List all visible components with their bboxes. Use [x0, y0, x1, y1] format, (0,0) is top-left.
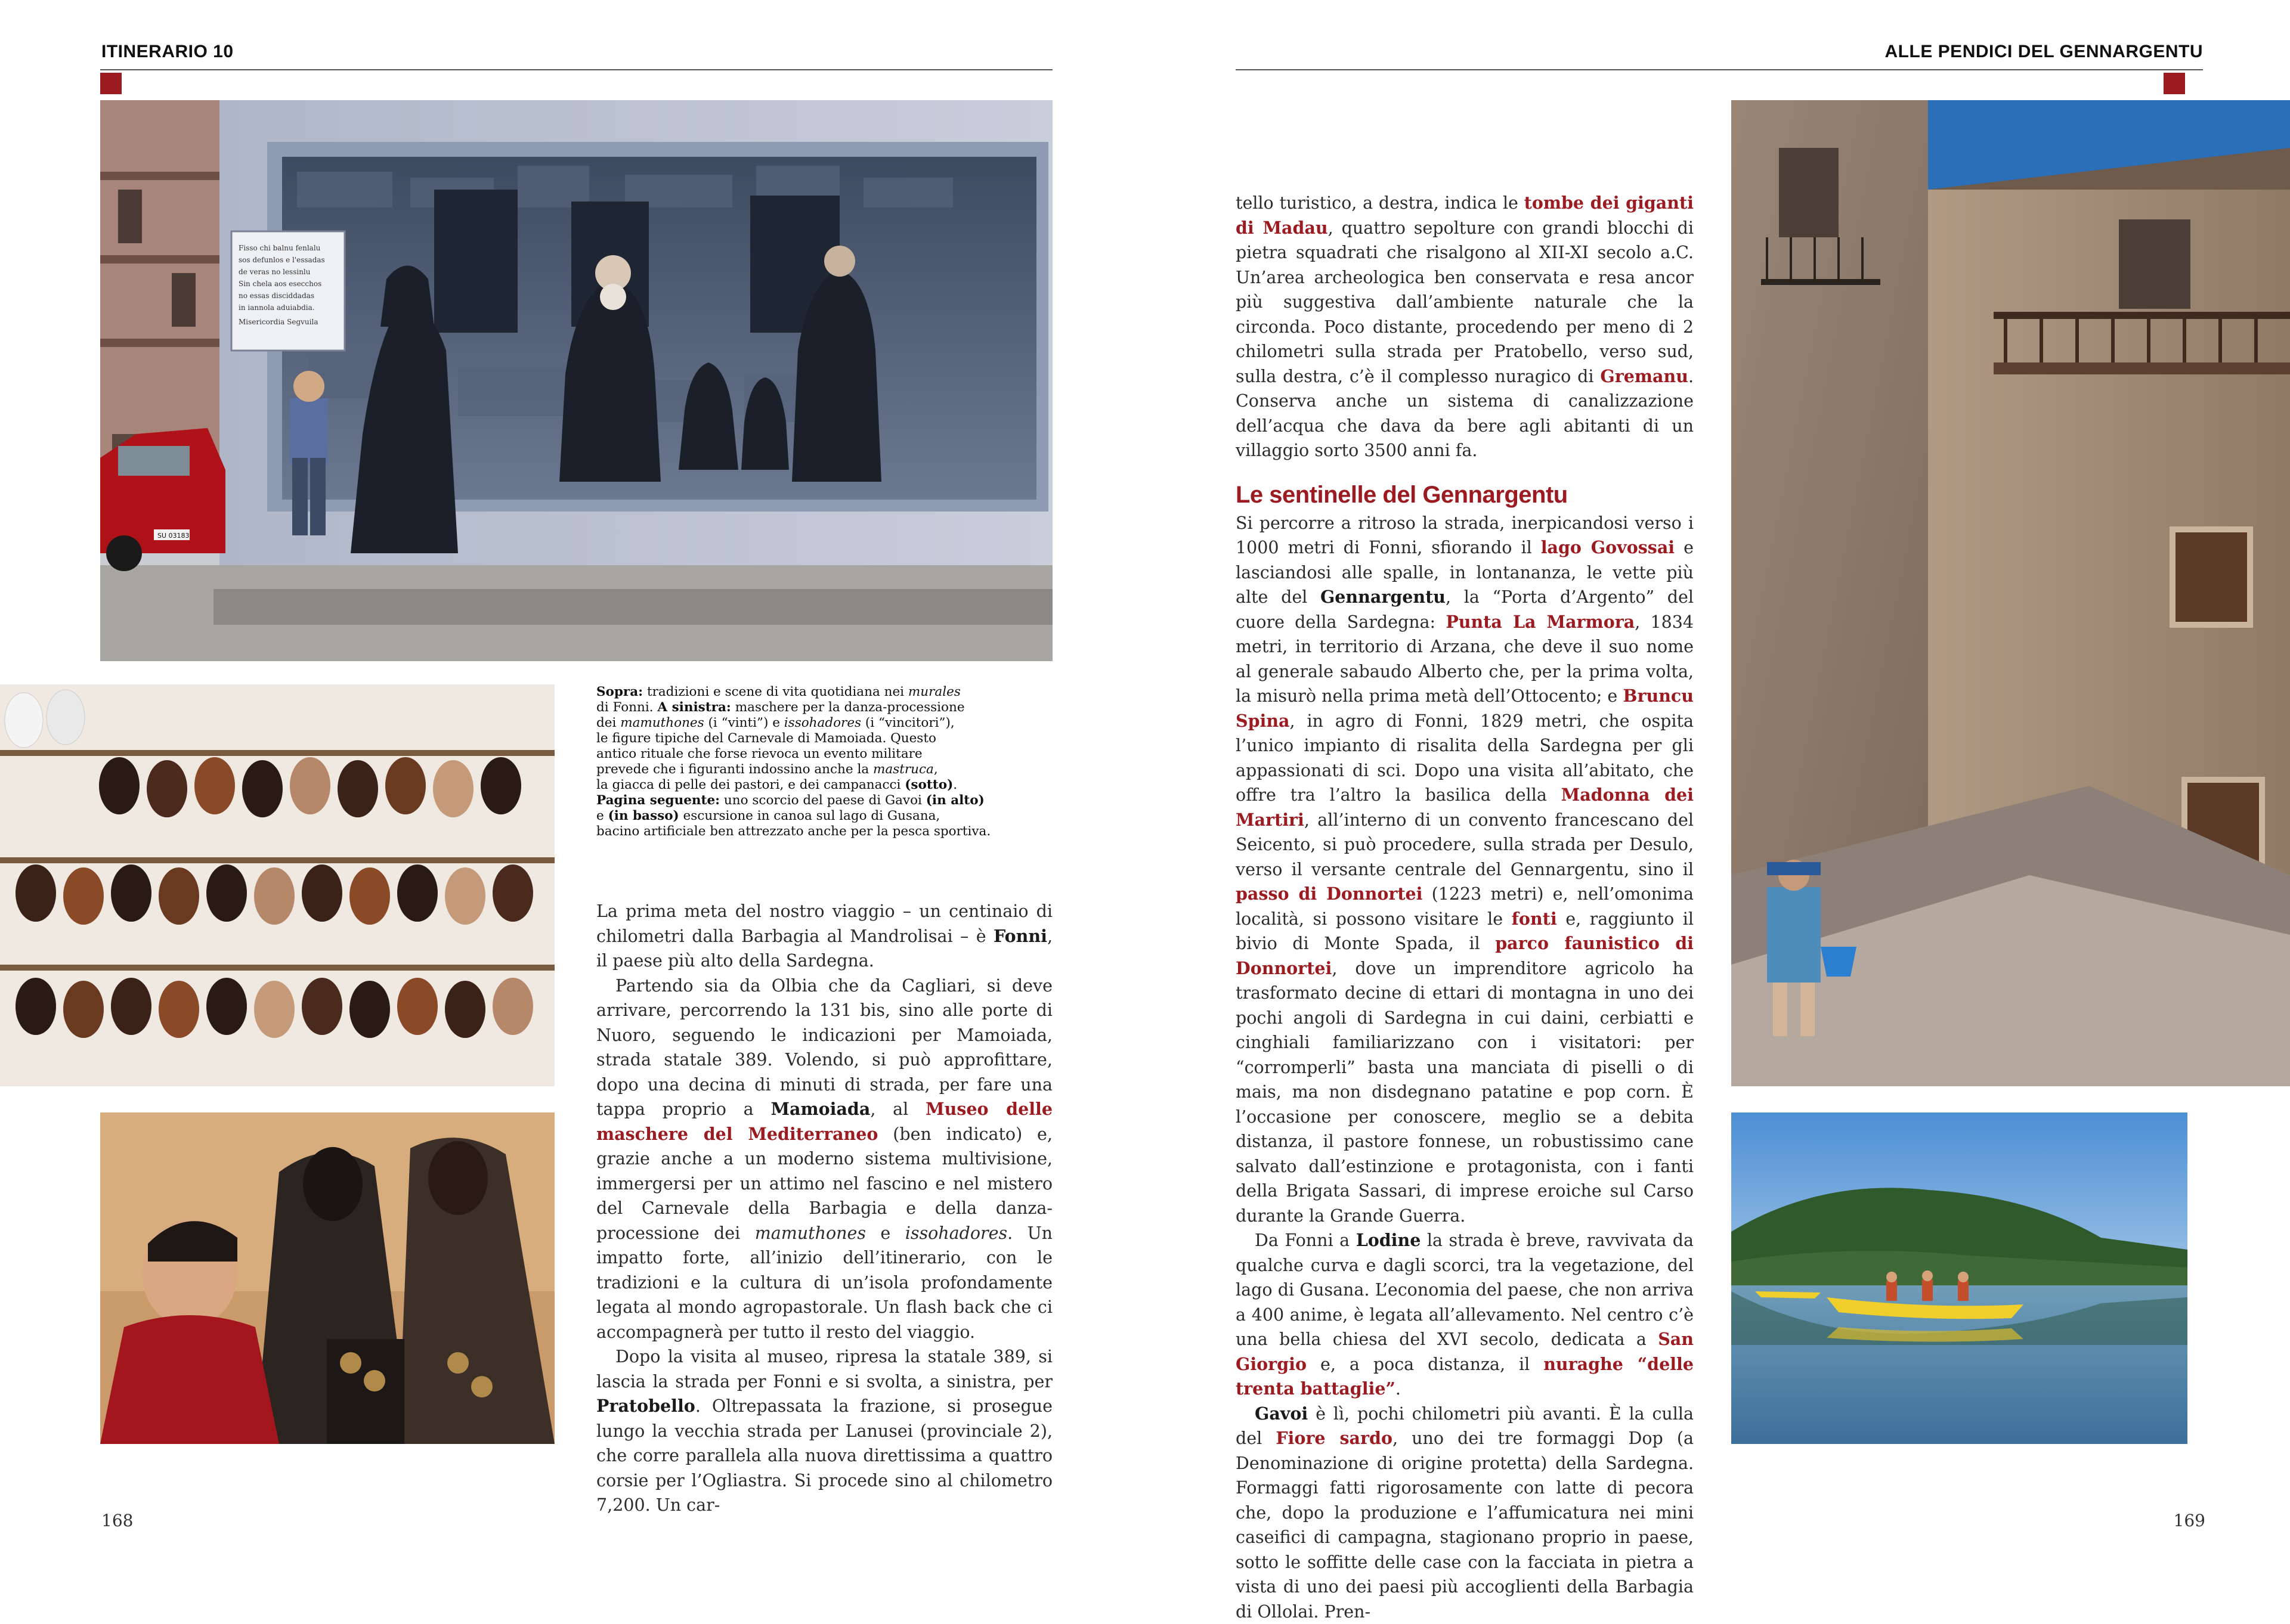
- text: , in agro di Fonni, 1829 metri, che ospita l’unico impianto di risalita della Sardegna per gli appassionati di sci. Dopo una visita all’abitato, che offre tra l’altro la basilica della: [1236, 711, 1694, 805]
- page-number-right: 169: [2174, 1511, 2205, 1530]
- photo-carnival-masks: [0, 684, 555, 1086]
- caption-italic: issohadores: [784, 715, 861, 730]
- header-marker-right: [2164, 73, 2185, 94]
- text: è lì, pochi chilometri più avanti. È la culla del: [1236, 1404, 1694, 1449]
- caption-text: dei: [596, 715, 620, 730]
- highlight-parco-faunistico: parco faunistico di Donnortei: [1236, 933, 1694, 978]
- text: La prima meta del nostro viaggio – un centinaio di chilometri dalla Barbagia al Mandrolisai – è: [596, 901, 1053, 946]
- highlight-fonti: fonti: [1512, 909, 1557, 929]
- paragraph: [596, 1344, 1053, 1518]
- text: , il paese più alto della Sardegna.: [596, 926, 1053, 971]
- text: . Un impatto forte, all’inizio dell’itinerario, con le tradizioni e la cultura di un’isola profondamente legata al mondo agropastorale. Un flash back che ci accompagnerà per tutto il resto del viaggio.: [596, 1223, 1053, 1342]
- caption-text: prevede che i figuranti indossino anche la: [596, 762, 873, 777]
- highlight-passo-donnortei: passo di Donnortei: [1236, 884, 1422, 904]
- caption-text: (i “vinti”) e: [704, 715, 784, 730]
- place-name: Fonni: [994, 926, 1047, 946]
- text: la strada è breve, ravvivata da qualche curva e dagli scorci, tra la vegetazione, del lago di Gusana. L’economia del paese, che non arriva a 400 anime, è legata all’allevamento. Nel centro c’è una bella chiesa del XVI secolo, dedicata a: [1236, 1231, 1694, 1349]
- caption-italic: mastruca: [873, 762, 934, 777]
- highlight-punta-la-marmora: Punta La Marmora: [1446, 612, 1635, 632]
- caption-label: A sinistra:: [657, 700, 731, 715]
- caption-line: [596, 684, 1050, 700]
- body-column-left: [596, 899, 1053, 1518]
- text: (ben indicato) e, grazie anche a un moderno sistema multivisione, immergersi per un attimo nel fascino e nel mistero del Carnevale della Barbagia e della danza-processione dei: [596, 1124, 1053, 1243]
- caption-line: bacino artificiale ben attrezzato anche per la pesca sportiva.: [596, 824, 1050, 839]
- photo-mural-fonni: [100, 100, 1053, 661]
- caption-line: le figure tipiche del Carnevale di Mamoiada. Questo: [596, 731, 1050, 746]
- caption-text: .: [953, 777, 957, 792]
- text: Da Fonni a: [1255, 1231, 1356, 1250]
- highlight-museo-maschere: Museo delle maschere del Mediterraneo: [596, 1099, 1053, 1144]
- text: , all’interno di un convento francescano del Seicento, si può procedere, sulla strada per Desulo, verso il versante centrale del Gennargentu, sino il: [1236, 810, 1694, 879]
- caption-line: [596, 762, 1050, 777]
- place-name: Pratobello: [596, 1396, 695, 1416]
- text: Partendo sia da Olbia che da Cagliari, si deve arrivare, percorrendo la 131 bis, sino alle porte di Nuoro, seguendo le indicazioni per Mamoiada, strada statale 389. Volendo, si può approfittare, dopo una decina di minuti di strada, per fare una tappa proprio a: [596, 976, 1053, 1120]
- caption-line: [596, 777, 1050, 793]
- highlight-gremanu: Gremanu: [1600, 366, 1688, 386]
- caption-text: e: [596, 808, 608, 823]
- caption-text: escursione in canoa sul lago di Gusana,: [679, 808, 940, 823]
- caption-line: [596, 700, 1050, 715]
- header-rule-right: [1236, 69, 2203, 70]
- text: e, a poca distanza, il: [1307, 1355, 1543, 1374]
- italic-term: issohadores: [905, 1223, 1007, 1243]
- text: Si percorre a ritroso la strada, inerpicandosi verso i 1000 metri di Fonni, sfiorando il: [1236, 513, 1694, 558]
- caption-text: ,: [934, 762, 938, 777]
- caption-label: (in alto): [926, 793, 985, 808]
- highlight-lago-govossai: lago Govossai: [1541, 537, 1675, 557]
- paragraph: [1236, 511, 1694, 1229]
- caption-label: (in basso): [608, 808, 679, 823]
- text: e: [866, 1223, 905, 1243]
- text: e, raggiunto il bivio di Monte Spada, il: [1236, 909, 1694, 954]
- italic-term: mamuthones: [755, 1223, 866, 1243]
- caption-label: Sopra:: [596, 684, 643, 699]
- text: (1223 metri) e, nell’omonima località, si possono visitare le: [1236, 884, 1694, 929]
- highlight-bruncu-spina: Bruncu Spina: [1236, 686, 1694, 731]
- caption-text: la giacca di pelle dei pastori, e dei campanacci: [596, 777, 905, 792]
- text: , la “Porta d’Argento” del cuore della Sardegna:: [1236, 587, 1694, 632]
- photo-lago-gusana-canoe: [1731, 1112, 2187, 1444]
- place-name: Gennargentu: [1320, 587, 1446, 607]
- caption-text: (i “vincitori”),: [861, 715, 955, 730]
- text: , 1834 metri, in territorio di Arzana, che deve il suo nome al generale sabaudo Alberto che, per la prima volta, la misurò nella prima metà dell’Ottocento; e: [1236, 612, 1694, 706]
- text: , dove un imprenditore agricolo ha trasformato decine di ettari di montagna in uno dei pochi angoli di Sardegna in cui daini, cerbiatti e cinghiali familiarizzano con i visitatori: per “corromperli” basta una manciata di piselli o di mais, ma non disdegnano patatine e pop corn. È l’occasione per conoscere, meglio se a debita distanza, il pastore fonnese, un robustissimo cane salvato dall’estinzione e protagonista, con i fanti della Brigata Sassari, di imprese eroiche sul Carso durante la Grande Guerra.: [1236, 959, 1694, 1226]
- running-header-right: ALLE PENDICI DEL GENNARGENTU: [1885, 42, 2203, 62]
- caption-italic: murales: [908, 684, 961, 699]
- caption-text: di Fonni.: [596, 700, 657, 715]
- text: . Oltrepassata la frazione, si prosegue lungo la vecchia strada per Lanusei (provinciale 2), che corre parallela alla nuova direttissima a quattro corsie per l’Ogliastra. Si procede sino al chilometro 7,200. Un car-: [596, 1396, 1053, 1515]
- body-column-right: [1236, 191, 1694, 1624]
- paragraph: [596, 899, 1053, 974]
- text: . Conserva anche un sistema di canalizzazione dell’acqua che dava da bere agli abitanti di un villaggio sorto 3500 anni fa.: [1236, 367, 1694, 461]
- paragraph: [1236, 1402, 1694, 1624]
- text: Dopo la visita al museo, ripresa la statale 389, si lascia la strada per Fonni e si svolta, a sinistra, per: [596, 1347, 1053, 1391]
- caption-line: [596, 808, 1050, 824]
- header-rule-left: [100, 69, 1053, 70]
- header-marker-left: [100, 73, 122, 94]
- highlight-san-giorgio: San Giorgio: [1236, 1329, 1694, 1374]
- caption-text: uno scorcio del paese di Gavoi: [720, 793, 926, 808]
- place-name: Mamoiada: [770, 1099, 870, 1119]
- paragraph: [1236, 191, 1694, 463]
- caption-label: Pagina seguente:: [596, 793, 720, 808]
- caption-line: antico rituale che forse rievoca un evento militare: [596, 746, 1050, 762]
- caption-text: tradizioni e scene di vita quotidiana nei: [643, 684, 908, 699]
- caption-line: [596, 715, 1050, 731]
- text: , al: [870, 1099, 926, 1119]
- text: tello turistico, a destra, indica le: [1236, 193, 1524, 213]
- place-name: Lodine: [1356, 1230, 1421, 1250]
- text: , uno dei tre formaggi Dop (a Denominazione di origine protetta) della Sardegna. Formaggi fatti rigorosamente con latte di pecora che, dopo la produzione e l’affumicatura nei mini caseifici di campagna, stagionano proprio in paese, sotto le soffitte delle case con la facciata in pietra a vista di uno dei paesi più accoglienti della Barbagia di Ollolai. Pren-: [1236, 1428, 1694, 1622]
- highlight-fiore-sardo: Fiore sardo: [1276, 1428, 1392, 1448]
- caption-text: maschere per la danza-processione: [731, 700, 965, 715]
- page-number-left: 168: [101, 1511, 133, 1530]
- paragraph: [1236, 1228, 1694, 1402]
- paragraph: [596, 974, 1053, 1345]
- text: e lasciandosi alle spalle, in lontananza, le vette più alte del: [1236, 538, 1694, 607]
- highlight-nuraghe: nuraghe “delle trenta battaglie”: [1236, 1354, 1694, 1399]
- highlight-tombe-giganti: tombe dei giganti di Madau: [1236, 193, 1694, 238]
- caption-italic: mamuthones: [620, 715, 704, 730]
- photo-mamuthones: [100, 1112, 555, 1444]
- text: .: [1395, 1379, 1401, 1399]
- caption-label: (sotto): [905, 777, 953, 792]
- mural-sign-text: Fisso chi balnu fenlalu sos defunlos e l'essadas de veras no lessinlu Sin chela aos esecchos no essas disciddadas in iannola aduiabdia. Misericordia Segvuila: [239, 244, 325, 326]
- running-header-left: ITINERARIO 10: [101, 42, 234, 62]
- photo-caption: [596, 684, 1050, 839]
- text: , quattro sepolture con grandi blocchi di pietra squadrati che risalgono al XII-XI secolo a.C. Un’area archeologica ben conservata e resa ancor più suggestiva dall’ambiente naturale che la circonda. Poco distante, procedendo per meno di 2 chilometri sulla strada per Pratobello, verso sud, sulla destra, c’è il complesso nuragico di: [1236, 218, 1694, 386]
- place-name: Gavoi: [1255, 1403, 1308, 1424]
- highlight-madonna-martiri: Madonna dei Martiri: [1236, 785, 1694, 830]
- section-heading: Le sentinelle del Gennargentu: [1236, 480, 1694, 510]
- car-license-plate: SU 03183: [157, 532, 190, 540]
- photo-gavoi-village: [1731, 100, 2290, 1086]
- caption-line: [596, 793, 1050, 808]
